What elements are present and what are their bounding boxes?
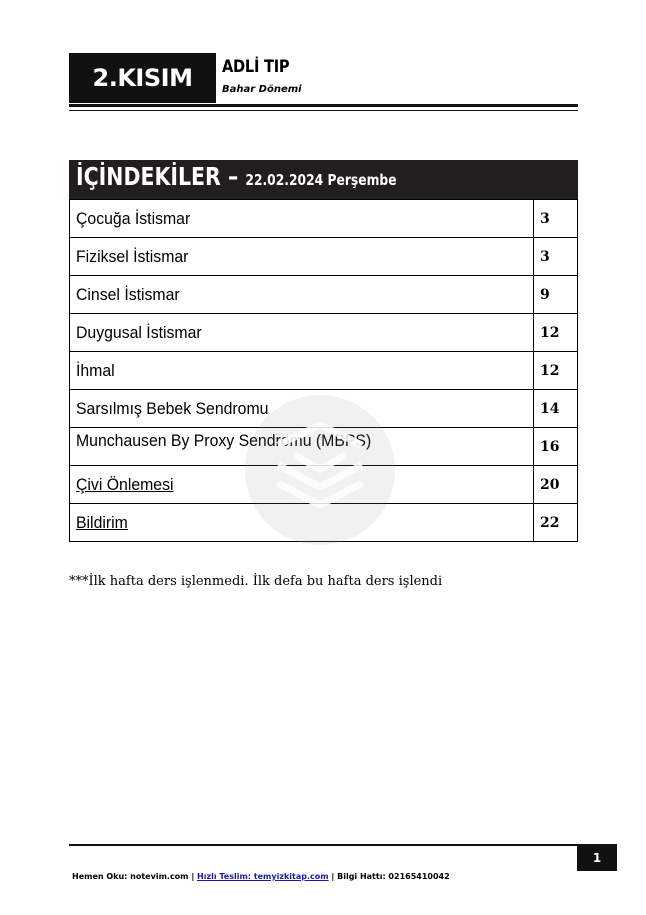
toc-row[interactable] bbox=[70, 314, 578, 352]
course-note: ***İlk hafta ders işlenmedi. İlk defa bu hafta ders işlendi bbox=[69, 574, 443, 589]
toc-item-page: 16 bbox=[534, 428, 578, 466]
toc-item-link[interactable]: Çivi Önlemesi bbox=[76, 474, 174, 494]
header-rule-thin bbox=[69, 110, 578, 111]
toc-row[interactable] bbox=[70, 276, 578, 314]
toc-item-label: Fiziksel İstismar bbox=[70, 238, 534, 276]
toc-item-label: Sarsılmış Bebek Sendromu bbox=[70, 390, 534, 428]
footer-delivery-link[interactable]: Hızlı Teslim: temyizkitap.com bbox=[197, 872, 329, 881]
toc-row[interactable] bbox=[70, 428, 578, 466]
toc-item-page: 12 bbox=[534, 314, 578, 352]
course-title: ADLİ TIP bbox=[222, 57, 290, 77]
toc-row[interactable] bbox=[70, 466, 578, 504]
toc-dash: – bbox=[227, 162, 239, 191]
toc-item-link[interactable]: Bildirim bbox=[76, 512, 128, 532]
toc-item-page: 3 bbox=[534, 200, 578, 238]
toc-item-label: Munchausen By Proxy Sendromu (MBPS) bbox=[70, 428, 534, 466]
toc-title-line bbox=[76, 162, 397, 195]
toc-item-page: 20 bbox=[534, 466, 578, 504]
toc-date: 22.02.2024 Perşembe bbox=[245, 171, 397, 189]
toc-item-page: 12 bbox=[534, 352, 578, 390]
toc-item-label: İhmal bbox=[70, 352, 534, 390]
toc-item-label bbox=[70, 466, 534, 504]
toc-item-label: Cinsel İstismar bbox=[70, 276, 534, 314]
toc-item-page: 9 bbox=[534, 276, 578, 314]
page-header bbox=[69, 53, 578, 113]
page-number: 1 bbox=[577, 844, 617, 871]
toc-header bbox=[69, 160, 578, 199]
toc-item-label: Duygusal İstismar bbox=[70, 314, 534, 352]
footer-rule bbox=[69, 844, 577, 846]
toc-row[interactable] bbox=[70, 504, 578, 542]
toc-row[interactable] bbox=[70, 200, 578, 238]
header-rule-thick bbox=[69, 104, 578, 107]
toc-item-page: 3 bbox=[534, 238, 578, 276]
toc-title: İÇİNDEKİLER bbox=[76, 162, 221, 191]
toc-row[interactable] bbox=[70, 352, 578, 390]
term-label: Bahar Dönemi bbox=[222, 84, 302, 95]
toc-table bbox=[69, 199, 578, 542]
footer-info bbox=[72, 872, 450, 881]
toc-item-label bbox=[70, 504, 534, 542]
footer-read: Hemen Oku: notevim.com bbox=[72, 872, 189, 881]
toc-item-page: 22 bbox=[534, 504, 578, 542]
toc-item-page: 14 bbox=[534, 390, 578, 428]
part-badge: 2.KISIM bbox=[69, 53, 216, 103]
footer-separator: | bbox=[331, 872, 335, 881]
toc-row[interactable] bbox=[70, 390, 578, 428]
toc-row[interactable] bbox=[70, 238, 578, 276]
footer-separator: | bbox=[191, 872, 195, 881]
toc-item-label: Çocuğa İstismar bbox=[70, 200, 534, 238]
table-of-contents bbox=[69, 160, 578, 542]
footer-hotline: Bilgi Hattı: 02165410042 bbox=[337, 872, 450, 881]
